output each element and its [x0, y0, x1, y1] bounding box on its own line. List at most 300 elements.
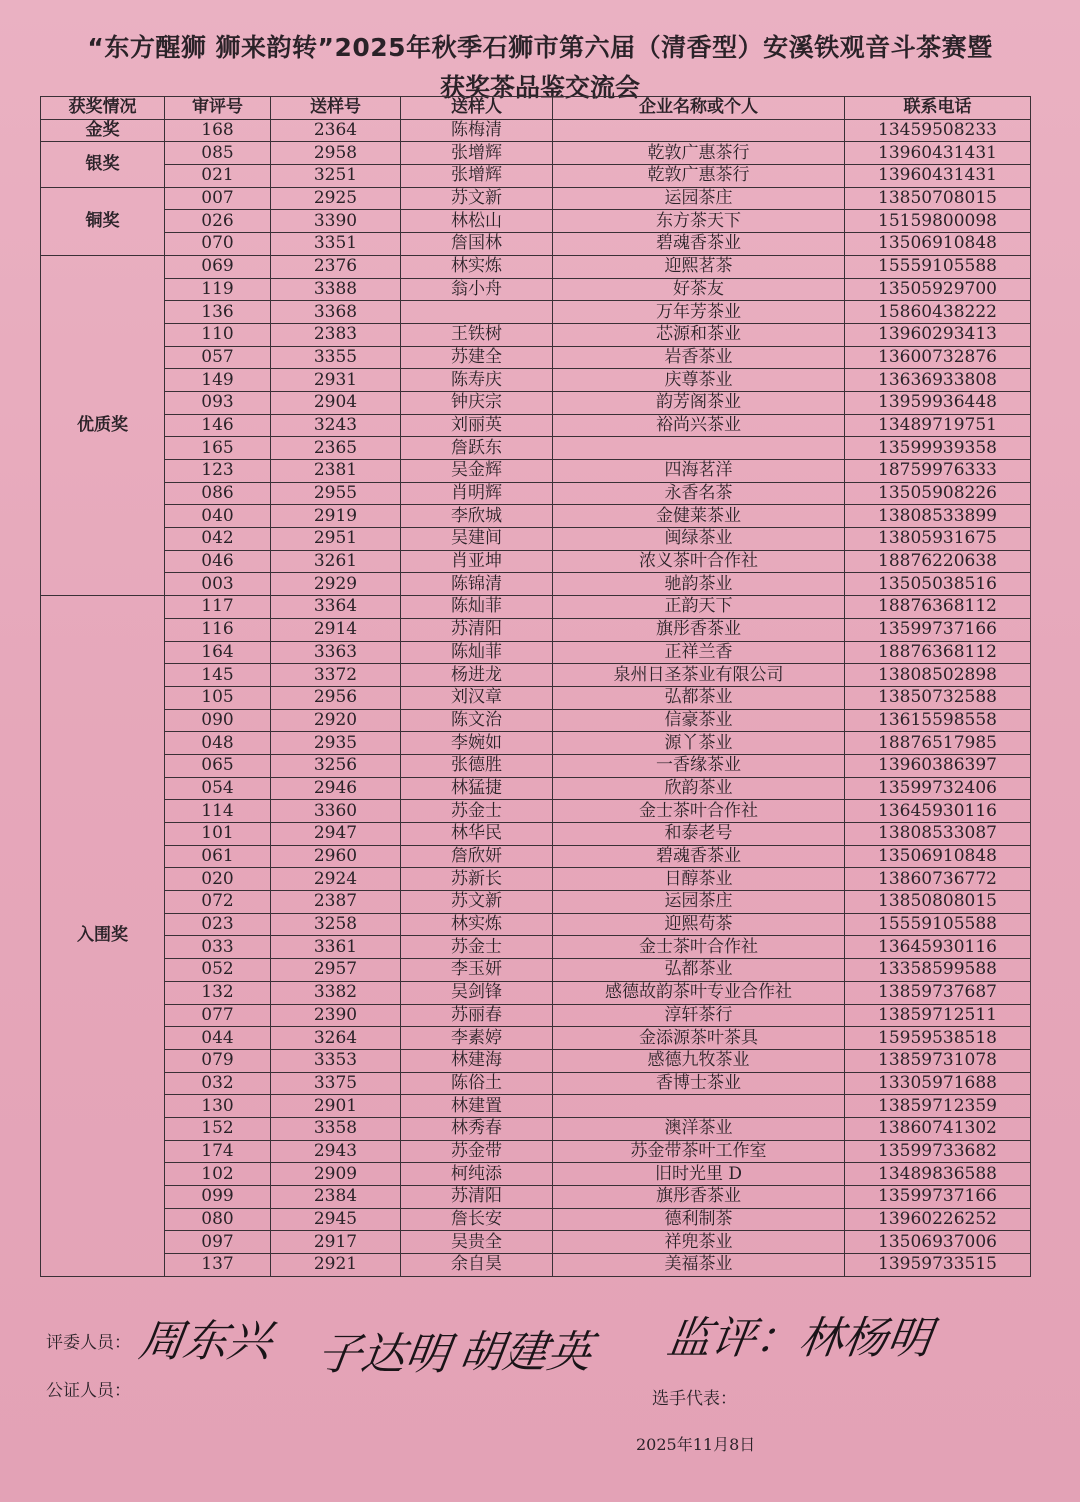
review-no-cell: 146: [165, 414, 271, 437]
phone-cell: 13808502898: [845, 664, 1031, 687]
phone-cell: 13599939358: [845, 437, 1031, 460]
sample-no-cell: 3353: [271, 1049, 401, 1072]
sample-no-cell: 2914: [271, 618, 401, 641]
table-row: [41, 550, 1031, 573]
table-row: [41, 573, 1031, 596]
table-row: [41, 913, 1031, 936]
review-no-cell: 033: [165, 936, 271, 959]
review-no-cell: 102: [165, 1163, 271, 1186]
company-cell: 浓义茶叶合作社: [553, 550, 845, 573]
company-cell: 金健莱茶业: [553, 505, 845, 528]
phone-cell: 13459508233: [845, 119, 1031, 142]
sample-no-cell: 2947: [271, 823, 401, 846]
phone-cell: 13859712359: [845, 1095, 1031, 1118]
phone-cell: 13600732876: [845, 346, 1031, 369]
phone-cell: 13505038516: [845, 573, 1031, 596]
company-cell: 运园茶庄: [553, 187, 845, 210]
table-row: [41, 641, 1031, 664]
sample-no-cell: 2381: [271, 460, 401, 483]
sender-cell: 杨进龙: [401, 664, 553, 687]
review-no-cell: 123: [165, 460, 271, 483]
table-row: [41, 119, 1031, 142]
sample-no-cell: 2384: [271, 1186, 401, 1209]
company-cell: 万年芳茶业: [553, 301, 845, 324]
sender-cell: 李欣城: [401, 505, 553, 528]
review-no-cell: 137: [165, 1254, 271, 1277]
company-cell: 乾敦广惠茶行: [553, 165, 845, 188]
company-cell: 运园茶庄: [553, 891, 845, 914]
table-row: [41, 1117, 1031, 1140]
phone-cell: 13959936448: [845, 391, 1031, 414]
sender-cell: 詹欣妍: [401, 845, 553, 868]
sender-cell: 詹跃东: [401, 437, 553, 460]
company-cell: [553, 437, 845, 460]
phone-cell: 13645930116: [845, 936, 1031, 959]
review-no-cell: 052: [165, 959, 271, 982]
company-cell: 东方茶天下: [553, 210, 845, 233]
phone-cell: 13850808015: [845, 891, 1031, 914]
review-no-cell: 061: [165, 845, 271, 868]
review-no-cell: 114: [165, 800, 271, 823]
company-cell: 感德故韵茶叶专业合作社: [553, 981, 845, 1004]
sample-no-cell: 2935: [271, 732, 401, 755]
sample-no-cell: 2943: [271, 1140, 401, 1163]
table-row: [41, 460, 1031, 483]
sender-cell: 苏丽春: [401, 1004, 553, 1027]
table-row: [41, 596, 1031, 619]
sender-cell: 吴贵全: [401, 1231, 553, 1254]
phone-cell: 13599732406: [845, 777, 1031, 800]
header-company: 企业名称或个人: [553, 97, 845, 120]
sender-cell: [401, 301, 553, 324]
company-cell: 源丫茶业: [553, 732, 845, 755]
review-no-cell: 174: [165, 1140, 271, 1163]
sender-cell: 李玉妍: [401, 959, 553, 982]
review-no-cell: 093: [165, 391, 271, 414]
table-row: [41, 210, 1031, 233]
sender-cell: 林建海: [401, 1049, 553, 1072]
sender-cell: 钟庆宗: [401, 391, 553, 414]
company-cell: 弘都茶业: [553, 959, 845, 982]
sender-cell: 陈俗土: [401, 1072, 553, 1095]
sender-cell: 陈寿庆: [401, 369, 553, 392]
company-cell: 金士茶叶合作社: [553, 936, 845, 959]
sample-no-cell: 3382: [271, 981, 401, 1004]
company-cell: [553, 1095, 845, 1118]
company-cell: 碧魂香茶业: [553, 233, 845, 256]
company-cell: 金士茶叶合作社: [553, 800, 845, 823]
table-row: [41, 1072, 1031, 1095]
review-no-cell: 101: [165, 823, 271, 846]
sample-no-cell: 3364: [271, 596, 401, 619]
sample-no-cell: 2956: [271, 686, 401, 709]
table-row: [41, 278, 1031, 301]
sample-no-cell: 2951: [271, 528, 401, 551]
phone-cell: 18876220638: [845, 550, 1031, 573]
review-no-cell: 119: [165, 278, 271, 301]
sender-cell: 吴建间: [401, 528, 553, 551]
review-no-cell: 072: [165, 891, 271, 914]
review-no-cell: 085: [165, 142, 271, 165]
header-review-no: 审评号: [165, 97, 271, 120]
review-no-cell: 165: [165, 437, 271, 460]
table-row: [41, 664, 1031, 687]
sample-no-cell: 3243: [271, 414, 401, 437]
judge-signature-2-text: 子达明: [313, 1329, 453, 1380]
company-cell: 裕尚兴茶业: [553, 414, 845, 437]
phone-cell: 13808533899: [845, 505, 1031, 528]
table-row: [41, 233, 1031, 256]
sample-no-cell: 3355: [271, 346, 401, 369]
table-row: [41, 1254, 1031, 1277]
phone-cell: 18876368112: [845, 641, 1031, 664]
judges-label: 评委人员：: [46, 1333, 131, 1353]
judge-signature-1-text: 周东兴: [135, 1316, 275, 1367]
sample-no-cell: 2376: [271, 255, 401, 278]
company-cell: 永香名茶: [553, 482, 845, 505]
table-row: [41, 1095, 1031, 1118]
sample-no-cell: 3251: [271, 165, 401, 188]
table-row: [41, 800, 1031, 823]
phone-cell: 13506937006: [845, 1231, 1031, 1254]
company-cell: 欣韵茶业: [553, 777, 845, 800]
table-row: [41, 845, 1031, 868]
sample-no-cell: 3375: [271, 1072, 401, 1095]
sample-no-cell: 2931: [271, 369, 401, 392]
review-no-cell: 032: [165, 1072, 271, 1095]
sample-no-cell: 2909: [271, 1163, 401, 1186]
company-cell: [553, 119, 845, 142]
table-row: [41, 754, 1031, 777]
company-cell: 芯源和茶业: [553, 323, 845, 346]
table-row: [41, 165, 1031, 188]
review-no-cell: 116: [165, 618, 271, 641]
sender-cell: 林实炼: [401, 255, 553, 278]
sample-no-cell: 2919: [271, 505, 401, 528]
sender-cell: 苏新长: [401, 868, 553, 891]
review-no-cell: 069: [165, 255, 271, 278]
phone-cell: 13645930116: [845, 800, 1031, 823]
sample-no-cell: 2917: [271, 1231, 401, 1254]
phone-cell: 15959538518: [845, 1027, 1031, 1050]
table-row: [41, 777, 1031, 800]
awards-table: [40, 96, 1031, 1277]
judge-signature-1: [135, 1305, 275, 1369]
company-cell: 德利制茶: [553, 1208, 845, 1231]
company-cell: 泉州日圣茶业有限公司: [553, 664, 845, 687]
review-no-cell: 044: [165, 1027, 271, 1050]
review-no-cell: 086: [165, 482, 271, 505]
review-no-cell: 132: [165, 981, 271, 1004]
supervisor-signature: [663, 1302, 935, 1366]
table-row: [41, 981, 1031, 1004]
sender-cell: 吴剑锋: [401, 981, 553, 1004]
sender-cell: 林建置: [401, 1095, 553, 1118]
sample-no-cell: 2929: [271, 573, 401, 596]
sender-cell: 苏金带: [401, 1140, 553, 1163]
company-cell: 碧魂香茶业: [553, 845, 845, 868]
phone-cell: 13859737687: [845, 981, 1031, 1004]
company-cell: 金添源茶叶茶具: [553, 1027, 845, 1050]
award-group-cell: 优质奖: [41, 255, 165, 595]
sender-cell: 苏文新: [401, 891, 553, 914]
sender-cell: 林猛捷: [401, 777, 553, 800]
sample-no-cell: 2364: [271, 119, 401, 142]
sender-cell: 余自昊: [401, 1254, 553, 1277]
company-cell: 苏金带茶叶工作室: [553, 1140, 845, 1163]
phone-cell: 13860741302: [845, 1117, 1031, 1140]
phone-cell: 13305971688: [845, 1072, 1031, 1095]
phone-cell: 13960226252: [845, 1208, 1031, 1231]
table-row: [41, 686, 1031, 709]
review-no-cell: 136: [165, 301, 271, 324]
table-row: [41, 142, 1031, 165]
phone-cell: 13960431431: [845, 165, 1031, 188]
sample-no-cell: 3256: [271, 754, 401, 777]
company-cell: 好茶友: [553, 278, 845, 301]
company-cell: 旧时光里 D: [553, 1163, 845, 1186]
phone-cell: 13636933808: [845, 369, 1031, 392]
table-row: [41, 255, 1031, 278]
table-row: [41, 1140, 1031, 1163]
sender-cell: 苏清阳: [401, 618, 553, 641]
table-row: [41, 1049, 1031, 1072]
review-no-cell: 099: [165, 1186, 271, 1209]
review-no-cell: 065: [165, 754, 271, 777]
phone-cell: 13599733682: [845, 1140, 1031, 1163]
sample-no-cell: 3360: [271, 800, 401, 823]
sender-cell: 苏金士: [401, 936, 553, 959]
table-row: [41, 823, 1031, 846]
phone-cell: 13859712511: [845, 1004, 1031, 1027]
sample-no-cell: 2945: [271, 1208, 401, 1231]
sample-no-cell: 3368: [271, 301, 401, 324]
company-cell: 岩香茶业: [553, 346, 845, 369]
phone-cell: 13505929700: [845, 278, 1031, 301]
phone-cell: 18876368112: [845, 596, 1031, 619]
phone-cell: 18759976333: [845, 460, 1031, 483]
review-no-cell: 040: [165, 505, 271, 528]
phone-cell: 13489719751: [845, 414, 1031, 437]
sender-cell: 陈灿菲: [401, 641, 553, 664]
table-row: [41, 1027, 1031, 1050]
sample-no-cell: 3388: [271, 278, 401, 301]
phone-cell: 13599737166: [845, 1186, 1031, 1209]
phone-cell: 13850732588: [845, 686, 1031, 709]
sender-cell: 肖亚坤: [401, 550, 553, 573]
sample-no-cell: 2390: [271, 1004, 401, 1027]
sender-cell: 张增辉: [401, 165, 553, 188]
phone-cell: 13615598558: [845, 709, 1031, 732]
review-no-cell: 080: [165, 1208, 271, 1231]
review-no-cell: 057: [165, 346, 271, 369]
judge-signature-3-text: 胡建英: [455, 1327, 595, 1378]
sample-no-cell: 3264: [271, 1027, 401, 1050]
sample-no-cell: 2960: [271, 845, 401, 868]
rep-label: 选手代表：: [652, 1389, 737, 1409]
sender-cell: 苏建全: [401, 346, 553, 369]
phone-cell: 13860736772: [845, 868, 1031, 891]
phone-cell: 15559105588: [845, 913, 1031, 936]
sender-cell: 刘汉章: [401, 686, 553, 709]
phone-cell: 15159800098: [845, 210, 1031, 233]
judge-signature-2: [313, 1318, 453, 1382]
review-no-cell: 003: [165, 573, 271, 596]
company-cell: 一香缘茶业: [553, 754, 845, 777]
table-row: [41, 346, 1031, 369]
sender-cell: 苏文新: [401, 187, 553, 210]
review-no-cell: 079: [165, 1049, 271, 1072]
review-no-cell: 046: [165, 550, 271, 573]
phone-cell: 15559105588: [845, 255, 1031, 278]
company-cell: 和泰老号: [553, 823, 845, 846]
judge-signature-3: [455, 1316, 595, 1380]
document-title-line1: “东方醒狮 狮来韵转”2025年秋季石狮市第六届（清香型）安溪铁观音斗茶赛暨: [87, 33, 993, 62]
phone-cell: 13808533087: [845, 823, 1031, 846]
notary-label: 公证人员：: [46, 1381, 131, 1401]
phone-cell: 13489836588: [845, 1163, 1031, 1186]
award-group-cell: 铜奖: [41, 187, 165, 255]
company-cell: 乾敦广惠茶行: [553, 142, 845, 165]
table-row: [41, 323, 1031, 346]
sender-cell: 林秀春: [401, 1117, 553, 1140]
review-no-cell: 026: [165, 210, 271, 233]
sample-no-cell: 2955: [271, 482, 401, 505]
header-sample-no: 送样号: [271, 97, 401, 120]
sender-cell: 陈文治: [401, 709, 553, 732]
table-row: [41, 709, 1031, 732]
sender-cell: 陈梅清: [401, 119, 553, 142]
review-no-cell: 023: [165, 913, 271, 936]
review-no-cell: 054: [165, 777, 271, 800]
company-cell: 澳洋茶业: [553, 1117, 845, 1140]
sample-no-cell: 2920: [271, 709, 401, 732]
company-cell: 祥兜茶业: [553, 1231, 845, 1254]
sample-no-cell: 2946: [271, 777, 401, 800]
review-no-cell: 110: [165, 323, 271, 346]
sample-no-cell: 2924: [271, 868, 401, 891]
phone-cell: 13959733515: [845, 1254, 1031, 1277]
table-row: [41, 1186, 1031, 1209]
header-sender: 送样人: [401, 97, 553, 120]
sample-no-cell: 3372: [271, 664, 401, 687]
phone-cell: 18876517985: [845, 732, 1031, 755]
supervisor-signature-text: 监评：林杨明: [663, 1313, 935, 1364]
review-no-cell: 070: [165, 233, 271, 256]
review-no-cell: 020: [165, 868, 271, 891]
company-cell: 旗彤香茶业: [553, 618, 845, 641]
phone-cell: 13960431431: [845, 142, 1031, 165]
table-row: [41, 369, 1031, 392]
document-date: 2025年11月8日: [636, 1435, 756, 1454]
sender-cell: 苏金士: [401, 800, 553, 823]
company-cell: 日醇茶业: [553, 868, 845, 891]
sender-cell: 苏清阳: [401, 1186, 553, 1209]
table-row: [41, 936, 1031, 959]
company-cell: 驰韵茶业: [553, 573, 845, 596]
company-cell: 迎熙茗茶: [553, 255, 845, 278]
sample-no-cell: 2921: [271, 1254, 401, 1277]
sender-cell: 詹长安: [401, 1208, 553, 1231]
award-group-cell: 银奖: [41, 142, 165, 187]
sample-no-cell: 2383: [271, 323, 401, 346]
sender-cell: 林松山: [401, 210, 553, 233]
review-no-cell: 097: [165, 1231, 271, 1254]
sample-no-cell: 2904: [271, 391, 401, 414]
sample-no-cell: 2957: [271, 959, 401, 982]
sample-no-cell: 3361: [271, 936, 401, 959]
sample-no-cell: 2925: [271, 187, 401, 210]
table-row: [41, 187, 1031, 210]
sender-cell: 李婉如: [401, 732, 553, 755]
review-no-cell: 048: [165, 732, 271, 755]
phone-cell: 13960293413: [845, 323, 1031, 346]
company-cell: 四海茗洋: [553, 460, 845, 483]
sample-no-cell: 3261: [271, 550, 401, 573]
table-row: [41, 618, 1031, 641]
table-row: [41, 414, 1031, 437]
phone-cell: 13358599588: [845, 959, 1031, 982]
review-no-cell: 168: [165, 119, 271, 142]
company-cell: 正祥兰香: [553, 641, 845, 664]
review-no-cell: 105: [165, 686, 271, 709]
company-cell: 感德九牧茶业: [553, 1049, 845, 1072]
company-cell: 迎熙苟茶: [553, 913, 845, 936]
sample-no-cell: 2901: [271, 1095, 401, 1118]
document-title-line2: 获奖茶品鉴交流会: [439, 73, 640, 102]
table-row: [41, 1231, 1031, 1254]
phone-cell: 13506910848: [845, 233, 1031, 256]
company-cell: 闽绿茶业: [553, 528, 845, 551]
sample-no-cell: 3390: [271, 210, 401, 233]
table-row: [41, 891, 1031, 914]
award-group-cell: 入围奖: [41, 596, 165, 1277]
sender-cell: 林华民: [401, 823, 553, 846]
phone-cell: 13859731078: [845, 1049, 1031, 1072]
sample-no-cell: 3351: [271, 233, 401, 256]
company-cell: 香博士茶业: [553, 1072, 845, 1095]
table-row: [41, 868, 1031, 891]
table-row: [41, 505, 1031, 528]
sender-cell: 张增辉: [401, 142, 553, 165]
table-row: [41, 301, 1031, 324]
company-cell: 信豪茶业: [553, 709, 845, 732]
award-group-cell: 金奖: [41, 119, 165, 142]
phone-cell: 13850708015: [845, 187, 1031, 210]
sender-cell: 林实炼: [401, 913, 553, 936]
review-no-cell: 117: [165, 596, 271, 619]
phone-cell: 13506910848: [845, 845, 1031, 868]
company-cell: 正韵天下: [553, 596, 845, 619]
sender-cell: 李素婷: [401, 1027, 553, 1050]
review-no-cell: 090: [165, 709, 271, 732]
sender-cell: 柯纯添: [401, 1163, 553, 1186]
sample-no-cell: 3258: [271, 913, 401, 936]
table-row: [41, 482, 1031, 505]
sender-cell: 刘丽英: [401, 414, 553, 437]
review-no-cell: 152: [165, 1117, 271, 1140]
table-row: [41, 437, 1031, 460]
review-no-cell: 130: [165, 1095, 271, 1118]
review-no-cell: 042: [165, 528, 271, 551]
company-cell: 美福茶业: [553, 1254, 845, 1277]
phone-cell: 13505908226: [845, 482, 1031, 505]
table-row: [41, 1163, 1031, 1186]
sample-no-cell: 2387: [271, 891, 401, 914]
sender-cell: 翁小舟: [401, 278, 553, 301]
header-award: 获奖情况: [41, 97, 165, 120]
sender-cell: 陈灿菲: [401, 596, 553, 619]
